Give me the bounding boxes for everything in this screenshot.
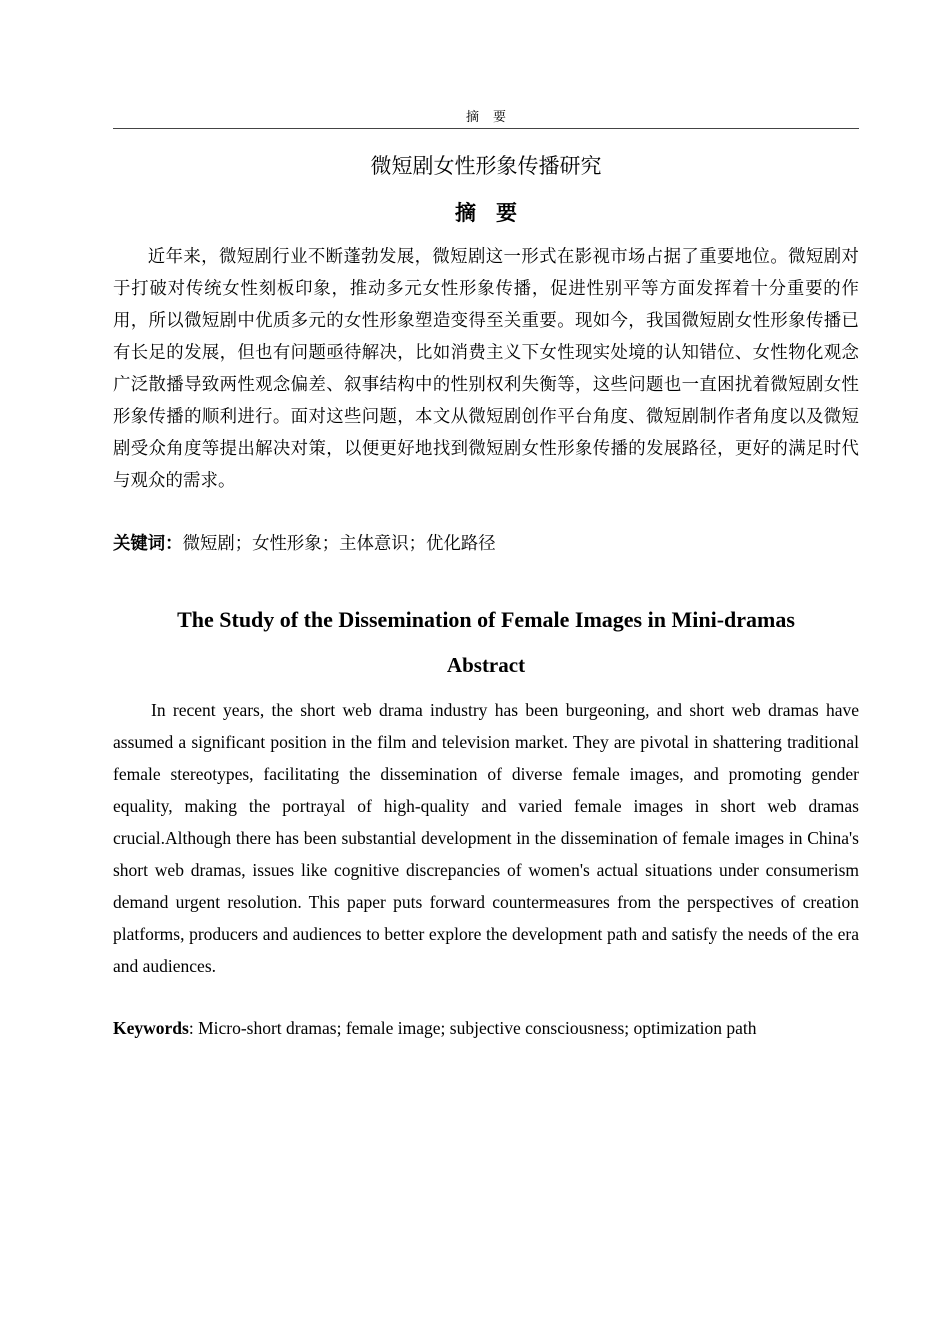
chinese-abstract-heading <box>113 197 859 229</box>
english-abstract-heading: Abstract <box>446 653 526 677</box>
english-keywords <box>113 1013 859 1043</box>
running-header-left: 摘 <box>465 109 479 124</box>
chinese-keywords-label: 关键词： <box>113 534 183 554</box>
english-paper-title: The Study of the Dissemination of Female Images in Mini-dramas <box>177 607 795 632</box>
header-rule-divider <box>113 128 859 129</box>
chinese-abstract-heading-right: 要 <box>496 201 517 225</box>
english-keywords-list: Micro-short dramas; female image; subjective consciousness; optimization path <box>198 1018 757 1038</box>
english-keywords-label: Keywords <box>113 1018 189 1038</box>
chinese-abstract-body: 近年来，微短剧行业不断蓬勃发展，微短剧这一形式在影视市场占据了重要地位。微短剧对于打破对传统女性刻板印象，推动多元女性形象传播，促进性别平等方面发挥着十分重要的作用，所以微短剧中优质多元的女性形象塑造变得至关重要。现如今，我国微短剧女性形象传播已有长足的发展，但也有问题亟待解决，比如消费主义下女性现实处境的认知错位、女性物化观念广泛散播导致两性观念偏差、叙事结构中的性别权利失衡等，这些问题也一直困扰着微短剧女性形象传播的顺利进行。面对这些问题，本文从微短剧创作平台角度、微短剧制作者角度以及微短剧受众角度等提出解决对策，以便更好地找到微短剧女性形象传播的发展路径，更好的满足时代与观众的需求。 <box>113 247 859 491</box>
running-header <box>113 108 859 126</box>
chinese-abstract-heading-left: 摘 <box>455 201 476 225</box>
running-header-right: 要 <box>493 109 507 124</box>
chinese-paper-title: 微短剧女性形象传播研究 <box>370 154 602 178</box>
chinese-keywords-list: 微短剧；女性形象；主体意识；优化路径 <box>182 534 496 554</box>
english-abstract-body: In recent years, the short web drama industry has been burgeoning, and short web dramas have assumed a significant position in the film and television market. They are pivotal in shattering traditional female stereotypes, facilitating the dissemination of diverse female images, and promoting gender equality, making the portrayal of high-quality and varied female images in short web dramas crucial.Although there has been substantial development in the dissemination of female images in China's short web dramas, issues like cognitive discrepancies of women's actual situations under consumerism demand urgent resolution. This paper puts forward countermeasures from the perspectives of creation platforms, producers and audiences to better explore the development path and satisfy the needs of the era and audiences. <box>113 700 859 976</box>
chinese-keywords <box>113 529 859 559</box>
english-keywords-separator: : <box>188 1018 199 1038</box>
